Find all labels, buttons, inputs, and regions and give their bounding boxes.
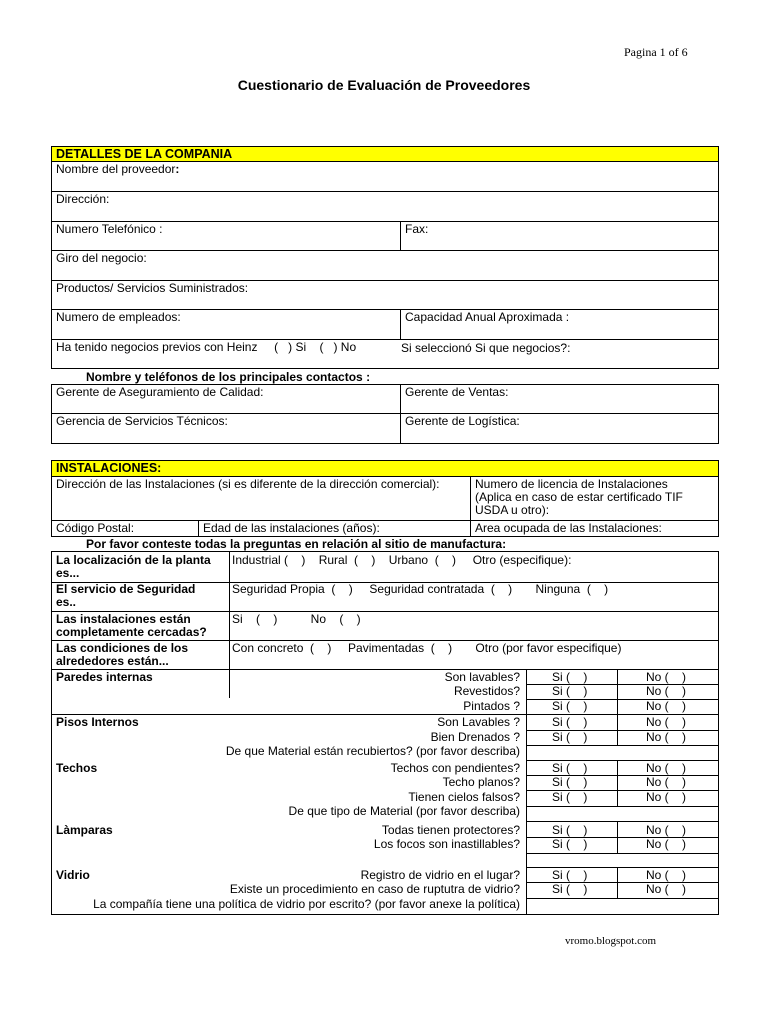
facilities-header: INSTALACIONES:: [52, 461, 718, 476]
facility-area-field[interactable]: Area ocupada de las Instalaciones:: [470, 520, 718, 536]
address-field[interactable]: Dirección:: [52, 191, 718, 221]
lamps-label: Làmparas: [56, 823, 113, 837]
sales-manager-field[interactable]: Gerente de Ventas:: [400, 384, 718, 414]
license-line-3: USDA u otro):: [475, 503, 550, 517]
business-field[interactable]: Giro del negocio:: [52, 250, 718, 280]
facility-license-field[interactable]: [470, 476, 718, 520]
floors-si-2[interactable]: Si ( ): [552, 730, 588, 744]
lamps-no-1[interactable]: No ( ): [646, 823, 687, 837]
walls-label: Paredes internas: [56, 670, 153, 684]
ceilings-no-3[interactable]: No ( ): [646, 790, 687, 804]
floors-q3: De que Material están recubiertos? (por favor describa): [225, 744, 520, 758]
surroundings-question: Las condiciones de los alrededores están...: [56, 641, 189, 668]
lamps-q1: Todas tienen protectores?: [381, 823, 520, 837]
floors-q2: Bien Drenados ?: [430, 730, 520, 744]
ceilings-q3: Tienen cielos falsos?: [408, 790, 520, 804]
glass-si-2[interactable]: Si ( ): [552, 882, 588, 896]
walls-no-3[interactable]: No ( ): [646, 699, 687, 713]
employees-field[interactable]: Numero de empleados:: [52, 309, 400, 339]
ceilings-q1: Techos con pendientes?: [390, 761, 520, 775]
which-business-label: Si seleccionó Si que negocios?:: [401, 341, 571, 355]
floors-no-1[interactable]: No ( ): [646, 715, 687, 729]
location-options[interactable]: Industrial ( ) Rural ( ) Urbano ( ) Otro (especifique):: [232, 553, 572, 567]
glass-label: Vidrio: [56, 868, 90, 882]
fenced-options[interactable]: Si ( ) No ( ): [232, 612, 361, 626]
ceilings-si-3[interactable]: Si ( ): [552, 790, 588, 804]
location-question: La localización de la planta es...: [56, 553, 211, 580]
walls-si-3[interactable]: Si ( ): [552, 699, 588, 713]
facility-age-field[interactable]: Edad de las instalaciones (años):: [198, 520, 470, 536]
floors-label: Pisos Internos: [56, 715, 139, 729]
ceilings-q4: De que tipo de Material (por favor describa): [288, 804, 520, 818]
contacts-section: [51, 384, 719, 444]
footer-source: vromo.blogspot.com: [565, 935, 657, 947]
floors-no-2[interactable]: No ( ): [646, 730, 687, 744]
company-details-header: DETALLES DE LA COMPANIA: [52, 147, 718, 161]
contacts-title: Nombre y teléfonos de los principales contactos :: [86, 370, 371, 384]
surroundings-options[interactable]: Con concreto ( ) Pavimentadas ( ) Otro (por favor especifique): [232, 641, 622, 655]
ceilings-no-1[interactable]: No ( ): [646, 761, 687, 775]
glass-si-1[interactable]: Si ( ): [552, 868, 588, 882]
fenced-question: Las instalaciones están completamente cercadas?: [56, 612, 207, 639]
ceilings-label: Techos: [56, 761, 98, 775]
manufacturing-section: [51, 551, 719, 915]
glass-q2: Existe un procedimiento en caso de ruptutra de vidrio?: [229, 882, 520, 896]
page-title: Cuestionario de Evaluación de Proveedores: [237, 77, 531, 93]
lamps-si-2[interactable]: Si ( ): [552, 837, 588, 851]
glass-q1: Registro de vidrio en el lugar?: [360, 868, 520, 882]
lamps-no-2[interactable]: No ( ): [646, 837, 687, 851]
floors-q1: Son Lavables ?: [437, 715, 520, 729]
page-number: Pagina 1 of 6: [624, 45, 688, 59]
license-line-1: Numero de licencia de Instalaciones: [475, 477, 668, 491]
walls-si-1[interactable]: Si ( ): [552, 670, 588, 684]
previous-business-row[interactable]: Ha tenido negocios previos con Heinz ( ) Si ( ) No: [52, 339, 718, 368]
walls-q3: Pintados ?: [463, 699, 520, 713]
lamps-si-1[interactable]: Si ( ): [552, 823, 588, 837]
security-options[interactable]: Seguridad Propia ( ) Seguridad contratada ( ) Ninguna ( ): [232, 582, 609, 596]
capacity-field[interactable]: Capacidad Anual Aproximada :: [400, 309, 718, 339]
ceilings-si-2[interactable]: Si ( ): [552, 775, 588, 789]
glass-no-2[interactable]: No ( ): [646, 882, 687, 896]
phone-field[interactable]: Numero Telefónico :: [52, 221, 400, 250]
facilities-section: [51, 460, 719, 537]
quality-manager-field[interactable]: Gerente de Aseguramiento de Calidad:: [52, 384, 400, 414]
logistics-manager-field[interactable]: Gerente de Logística:: [400, 413, 718, 443]
walls-q2: Revestidos?: [453, 684, 520, 698]
lamps-q2: Los focos son inastillables?: [373, 837, 520, 851]
walls-q1: Son lavables?: [444, 670, 520, 684]
postal-code-field[interactable]: Código Postal:: [52, 520, 198, 536]
glass-q3: La compañía tiene una política de vidrio por escrito? (por favor anexe la política): [93, 897, 520, 911]
walls-no-1[interactable]: No ( ): [646, 670, 687, 684]
facility-address-field[interactable]: Dirección de las Instalaciones (si es diferente de la dirección comercial):: [52, 476, 470, 520]
manufacturing-title: Por favor conteste todas la preguntas en relación al sitio de manufactura:: [86, 537, 507, 551]
ceilings-q2: Techo planos?: [442, 775, 520, 789]
security-question: El servicio de Seguridad es..: [56, 582, 196, 609]
company-details-section: [51, 146, 719, 369]
license-line-2: (Aplica en caso de estar certificado TIF: [475, 490, 683, 504]
walls-si-2[interactable]: Si ( ): [552, 684, 588, 698]
fax-field[interactable]: Fax:: [400, 221, 718, 250]
ceilings-si-1[interactable]: Si ( ): [552, 761, 588, 775]
walls-no-2[interactable]: No ( ): [646, 684, 687, 698]
technical-manager-field[interactable]: Gerencia de Servicios Técnicos:: [52, 413, 400, 443]
glass-no-1[interactable]: No ( ): [646, 868, 687, 882]
products-field[interactable]: Productos/ Servicios Suministrados:: [52, 280, 718, 309]
supplier-name-field[interactable]: Nombre del proveedor:: [52, 161, 718, 191]
ceilings-no-2[interactable]: No ( ): [646, 775, 687, 789]
floors-si-1[interactable]: Si ( ): [552, 715, 588, 729]
